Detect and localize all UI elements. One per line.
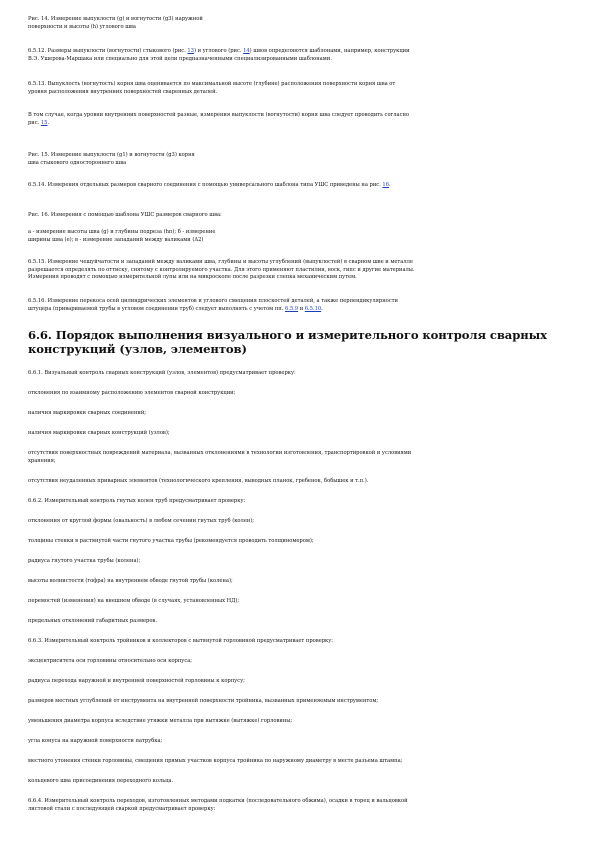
paragraph: наличия маркировки сварных соединений; — [28, 410, 147, 416]
paragraph: угла конуса на наружной поверхности патрубка; — [28, 738, 163, 744]
paragraph: 6.6.1. Визуальный контроль сварных конструкций (узлов, элементов) предусматривает проверку: — [28, 370, 296, 376]
cross-reference-link[interactable]: 13 — [187, 48, 194, 54]
paragraph: отсутствия поверхностных повреждений материала, вызванных отклонениями в технологии изготовления, транспортировкой и условиями хранения; — [28, 450, 412, 464]
paragraph-text: 6.5.14. Измерения отдельных размеров сварного соединения с помощью универсального шаблона типа УШС приведены на рис. — [28, 182, 383, 188]
cross-reference-link[interactable]: 6.5.10 — [304, 305, 322, 312]
paragraph: 6.6.2. Измерительный контроль гнутых колен труб предусматривает проверку: — [28, 498, 246, 504]
paragraph: отклонения по взаимному расположению элементов сварной конструкции; — [28, 390, 236, 396]
paragraph: радиуса перехода наружной и внутренней поверхностей горловины к корпусу; — [28, 678, 245, 684]
cross-reference-link[interactable]: 14 — [243, 48, 250, 54]
cross-reference-link[interactable]: 15 — [40, 119, 48, 126]
paragraph: а - измерение высоты шва (g) и глубины подреза (hп); б - измерение ширины шва (е); в - измерение западаний между валиками (Δ2) — [28, 229, 216, 243]
paragraph: 6.5.13. Выпуклость (вогнутость) корня шва оценивается по максимальной высоте (глубине) расположения поверхности корня шва от уровня расположения внутренних поверхностей сваренных деталей. — [28, 81, 396, 95]
paragraph-text: ) и углового (рис. — [193, 48, 244, 54]
paragraph: 6.5.15. Измерение чешуйчатости и западаний между валиками шва, глубины и высоты углублений (выпуклостей) в сварном шве и металле разрешается определять по оттиску, снятому с контролируемого участка. Для этого применяют пластилин, воск, гипс и другие материалы. Измерения проводят с помощью измерительной лупы или на микроскопе после разрезки слепка механическим путем. — [28, 259, 415, 281]
paragraph: отсутствия неудаленных приварных элементов (технологического крепления, выводных планок, гребенок, бобышек и т.п.). — [28, 478, 369, 484]
paragraph: наличия маркировки сварных конструкций (узлов); — [28, 430, 170, 436]
paragraph: толщины стенки в растянутой части гнутого участка трубы (рекомендуется проводить толщиномером); — [28, 538, 314, 544]
paragraph: Рис. 15. Измерение выпуклости (g1) и вогнутости (g3) корня шва стыкового одностороннего шва — [28, 152, 195, 166]
paragraph: высоты волнистости (гофра) на внутреннем обводе гнутой трубы (колена); — [28, 578, 233, 584]
paragraph-text: 6.5.16. Измерение перекоса осей цилиндрических элементов и углового смещения плоскостей деталей, а также перпендикулярности штуцера (привариваемой трубы в угловом соединении труб) следует выполнять с учетом пп. — [28, 298, 398, 312]
cross-reference-link[interactable]: 6.5.9 — [284, 305, 299, 312]
paragraph: радиуса гнутого участка трубы (колена); — [28, 558, 141, 564]
paragraph-text: 6.5.12. Размеры выпуклости (вогнутости) стыкового (рис. — [28, 48, 188, 54]
paragraph: Рис. 14. Измерение выпуклости (g) и вогнутости (g3) наружной поверхности и высоты (h) углового шва — [28, 16, 203, 30]
paragraph-text: В том случае, когда уровни внутренних поверхностей разные, измерения выпуклости (вогнутости) корня шва следует проводить согласно рис. — [28, 112, 410, 126]
paragraph: местного утонения стенки горловины, смещения прямых участков корпуса тройника по наружному диаметру в месте разъема штампа; — [28, 758, 403, 764]
paragraph: 6.6.3. Измерительный контроль тройников и коллекторов с вытянутой горловиной предусматривает проверку: — [28, 638, 333, 644]
paragraph: размеров местных углублений от инструмента на внутренней поверхности тройника, вызванных применяемым инструментом; — [28, 698, 379, 704]
paragraph — [28, 182, 573, 190]
paragraph-text: и — [298, 305, 305, 312]
paragraph — [28, 48, 573, 63]
paragraph-text: ) швов определяются шаблонами, например, конструкции В.Э. Ушерова-Маршака или специально для этой цели предназначенными специализированными шаблонами. — [28, 48, 410, 62]
paragraph-text: . — [388, 182, 391, 188]
paragraph: кольцевого шва присоединения переходного кольца. — [28, 778, 174, 784]
paragraph: эксцентриситета оси горловины относительно оси корпуса; — [28, 658, 193, 664]
cross-reference-link[interactable]: 16 — [382, 182, 389, 188]
paragraph: перемостей (изменения) на внешнем обводе (в случаях, установленных НД); — [28, 598, 240, 604]
paragraph: Рис. 16. Измерения с помощью шаблона УШС размеров сварного шва: — [28, 212, 222, 218]
paragraph: предельных отклонений габаритных размеров. — [28, 618, 157, 624]
paragraph: уменьшения диаметра корпуса вследствие утяжки металла при вытяжке (вытяжке) горловины; — [28, 718, 293, 724]
section-heading: 6.6. Порядок выполнения визуального и измерительного контроля сварных конструкций (узлов, элементов) — [28, 328, 547, 357]
paragraph-text: . — [321, 305, 323, 312]
paragraph — [28, 112, 573, 127]
paragraph: отклонения от круглой формы (овальность) в любом сечении гнутых труб (колен); — [28, 518, 255, 524]
paragraph: 6.6.4. Измерительный контроль переходов, изготовленных методами подкатки (последовательного обжима), осадки в торец и вальцовкой листовой стали с последующей сваркой предусматривает проверку: — [28, 798, 408, 812]
paragraph-text: . — [47, 119, 50, 126]
paragraph — [28, 298, 573, 313]
